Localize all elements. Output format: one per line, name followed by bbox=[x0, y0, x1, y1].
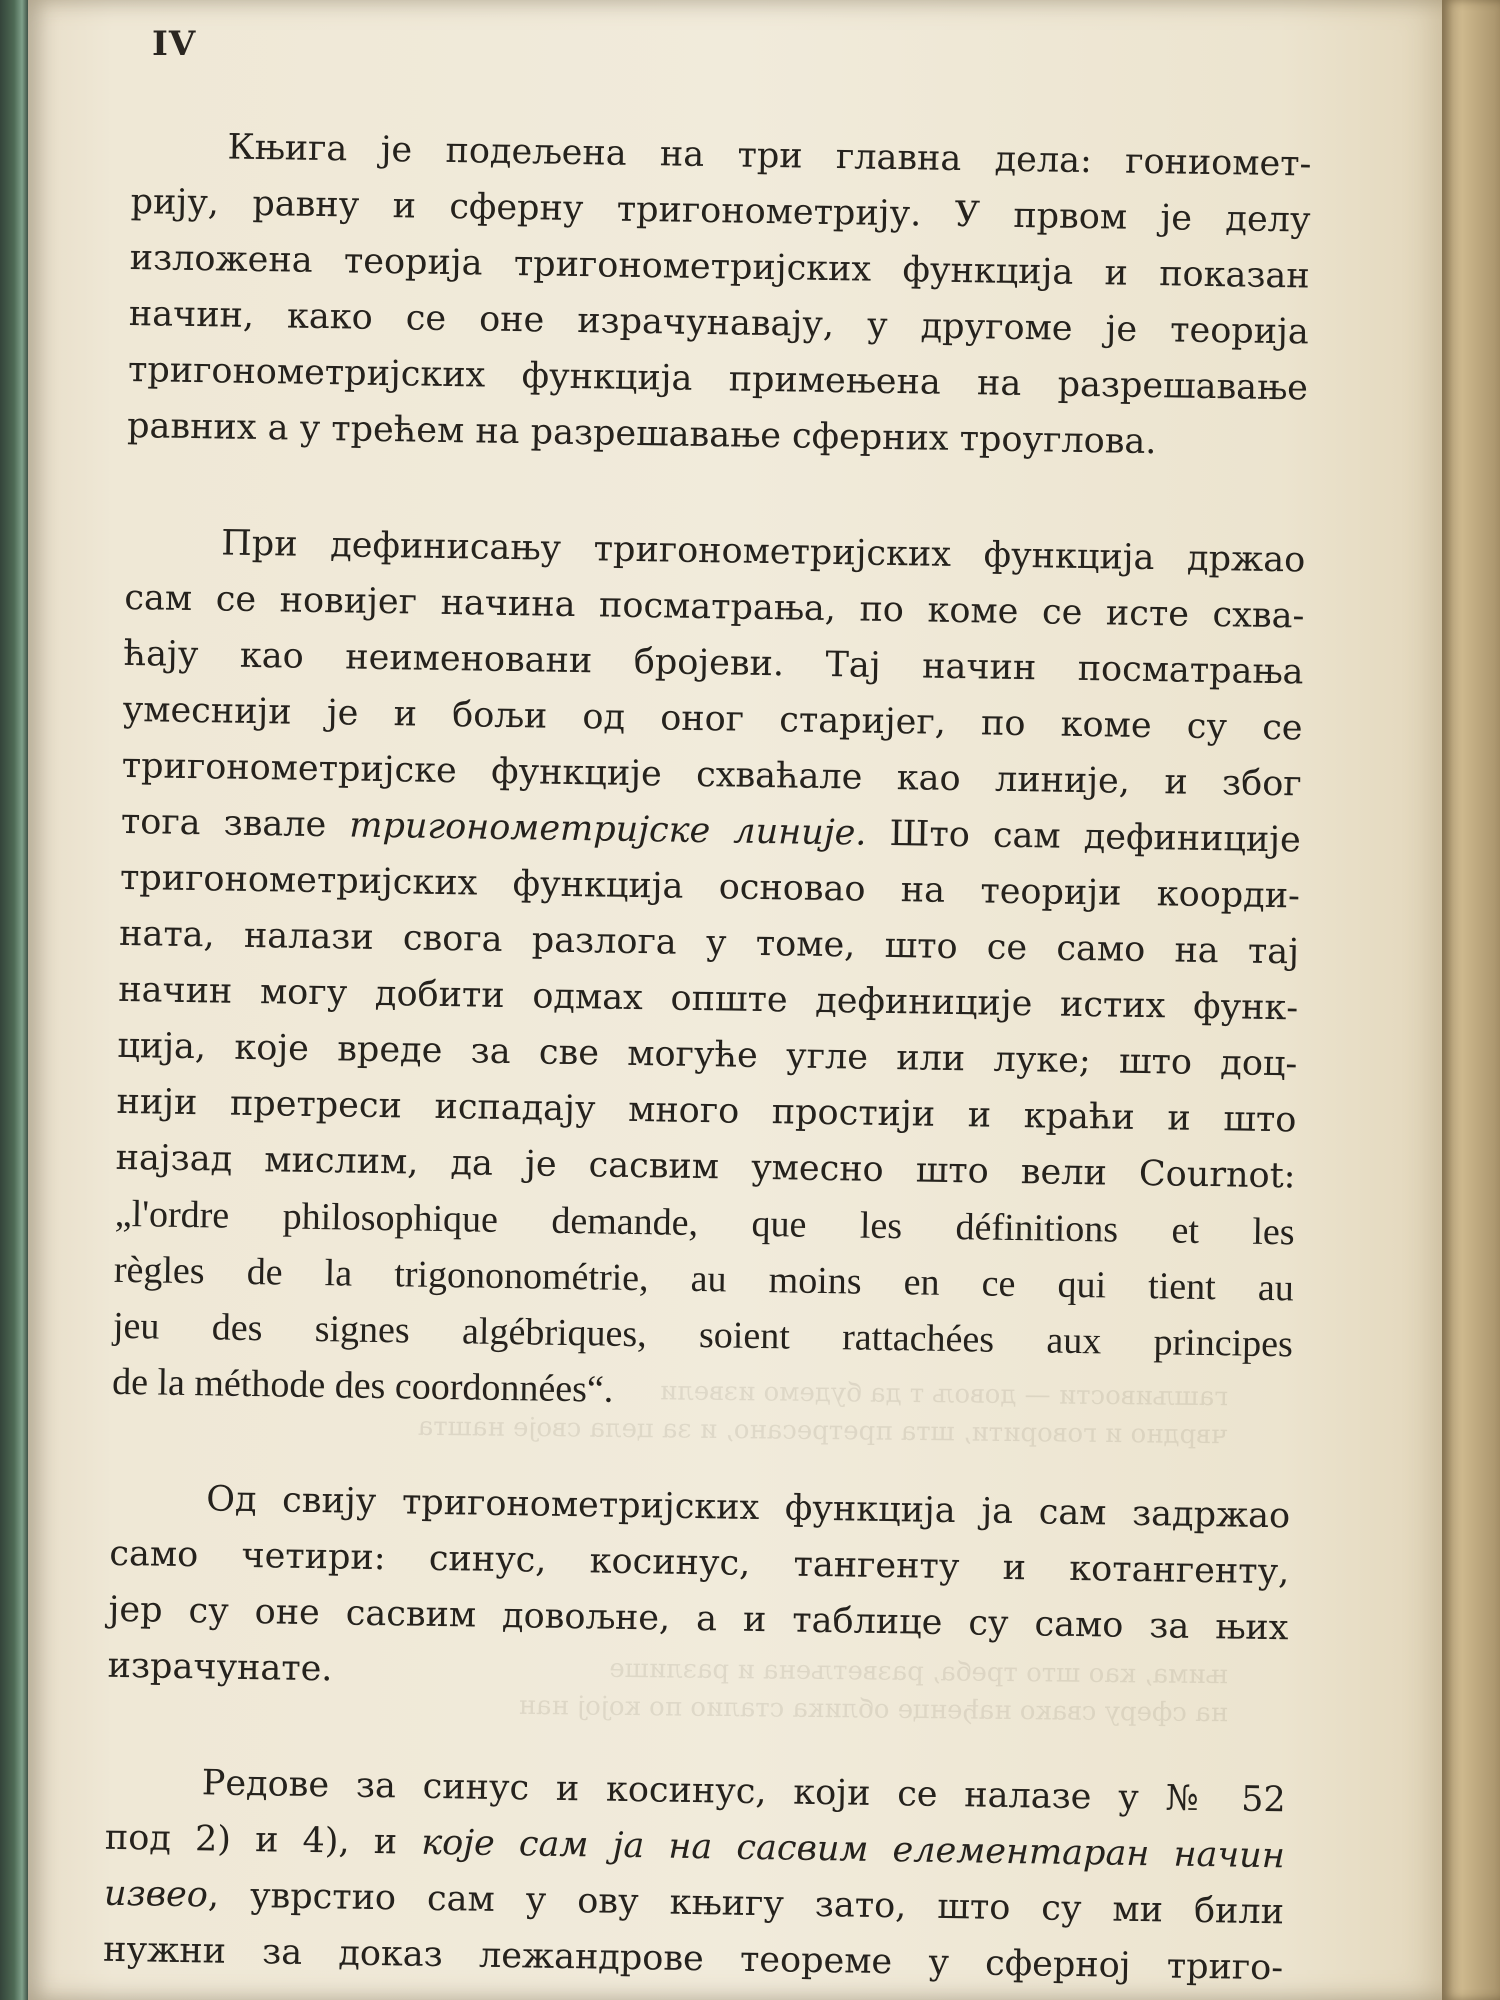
text-line: начин, како се оне израчунавају, у другоме је теорија bbox=[128, 293, 1310, 353]
french-quote-line: jeu des signes algébriques, soient rattachées aux principes bbox=[112, 1304, 1294, 1366]
text-run: тога звале bbox=[120, 801, 350, 846]
text-line: начин могу добити одмах опште дефиниције истих функ- bbox=[117, 969, 1299, 1029]
italic-phrase: тригонометријске линије. bbox=[349, 805, 867, 854]
text-line: Књига је подељена на три главна дела: гониомет- bbox=[227, 127, 1312, 185]
text-line: тригонометријских функција примењена на разрешавање bbox=[127, 349, 1309, 409]
text-run: под 2) и 4), и bbox=[104, 1817, 422, 1863]
text-line: Од свију тригонометријских функција ја сам задржао bbox=[205, 1479, 1291, 1537]
text-line: умеснији је и бољи од оног старијег, по коме су се bbox=[122, 689, 1303, 749]
show-through-text: гашљивости — довољ т да будемо извели bbox=[659, 1376, 1229, 1413]
book-page bbox=[28, 0, 1450, 2000]
paragraph bbox=[127, 118, 1312, 472]
italic-phrase: извео bbox=[103, 1873, 209, 1916]
body-text bbox=[102, 118, 1312, 2000]
text-line: рију, равну и сферну тригонометрију. У првом је делу bbox=[130, 181, 1311, 241]
show-through-text: чврдно и говорити, шта претресано, и за цела своје нашта bbox=[417, 1411, 1229, 1451]
french-quote-line: de la méthode des coordonnées“. bbox=[111, 1360, 614, 1411]
paragraph bbox=[103, 1754, 1286, 1997]
text-line: ћају као неименовани бројеви. Тај начин посматрања bbox=[123, 633, 1304, 693]
paragraph bbox=[112, 514, 1306, 1428]
text-line: тригонометријских функција основао на теорији коорди- bbox=[119, 857, 1301, 917]
text-line: равних а у трећем на разрешавање сферних троуглова. bbox=[126, 405, 1157, 463]
text-line: ната, налази свога разлога у томе, што се само на тај bbox=[118, 913, 1300, 973]
text-line: нужни за доказ лежандрове теореме у сферној триго- bbox=[102, 1929, 1284, 1989]
text-run: , уврстио сам у ову књигу зато, што су ми били bbox=[207, 1875, 1285, 1933]
text-line: Редове за синус и косинус, који се налазе у № 52 bbox=[201, 1763, 1287, 1821]
text-line: При дефинисању тригонометријских функција држао bbox=[221, 523, 1306, 581]
italic-phrase: које сам ја на сасвим елементаран начин bbox=[420, 1822, 1286, 1877]
text-line: сам се новијег начина посматрања, по коме се исте схва- bbox=[124, 577, 1305, 637]
text-line: изложена теорија тригонометријских функција и показан bbox=[129, 237, 1310, 297]
text-line: тригонометријске функције схваћале као линије, и због bbox=[121, 745, 1302, 805]
french-quote-line: „l'ordre philosophique demande, que les définitions et les bbox=[114, 1192, 1295, 1254]
show-through-text: на сферу свако нађенце облика сталио по којој нан bbox=[518, 1690, 1229, 1729]
adjacent-page-edge bbox=[1442, 0, 1500, 2000]
text-line: ција, које вреде за све могуће угле или луке; што доц- bbox=[117, 1025, 1298, 1085]
page-number: IV bbox=[152, 24, 197, 64]
text-run: Што сам дефиниције bbox=[866, 813, 1302, 861]
text-line: само четири: синус, косинус, тангенту и котангенту, bbox=[109, 1533, 1290, 1593]
french-quote-line: règles de la trigononométrie, au moins en ce qui tient au bbox=[113, 1248, 1295, 1310]
show-through-text: њима, као што треба, разветљена и разлише bbox=[609, 1653, 1229, 1691]
text-line: нији претреси испадају много простији и краћи и што bbox=[116, 1081, 1297, 1141]
paragraph bbox=[107, 1470, 1290, 1713]
text-line: најзад мислим, да је сасвим умесно што вели Cournot: bbox=[115, 1137, 1296, 1197]
text-line: јер су оне сасвим довољне, а и таблице су само за њих bbox=[108, 1589, 1289, 1649]
text-line: израчунате. bbox=[107, 1645, 333, 1690]
